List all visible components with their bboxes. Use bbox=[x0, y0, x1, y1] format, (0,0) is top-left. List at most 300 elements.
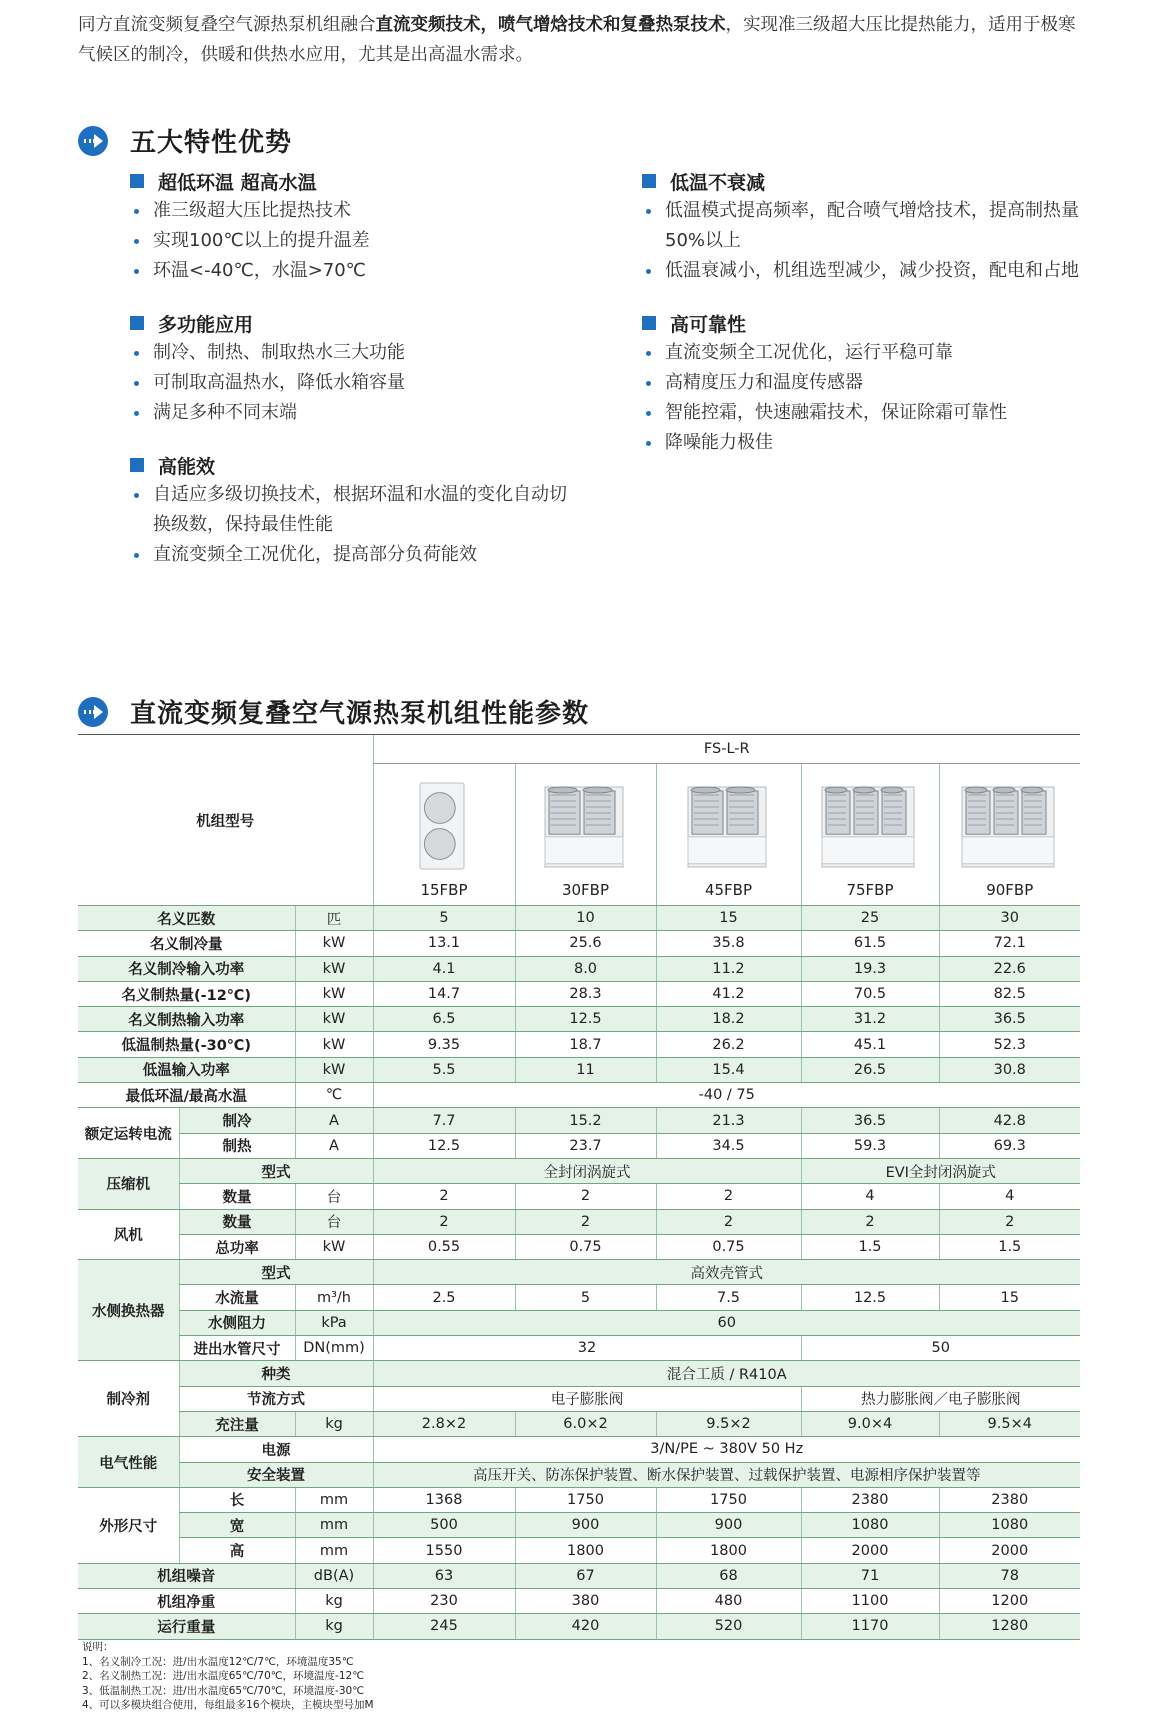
feature-item-text: 满足多种不同末端 bbox=[153, 402, 297, 423]
param-value: 13.1 bbox=[373, 931, 515, 956]
param-value: 26.5 bbox=[801, 1057, 939, 1082]
param-unit: kg bbox=[295, 1614, 373, 1639]
param-unit: 匹 bbox=[295, 906, 373, 931]
table-row bbox=[78, 1032, 1080, 1057]
sub-label: 数量 bbox=[179, 1209, 295, 1234]
param-value: 12.5 bbox=[373, 1133, 515, 1158]
sub-label: 充注量 bbox=[179, 1411, 295, 1436]
param-unit: kW bbox=[295, 981, 373, 1006]
param-value: 42.8 bbox=[939, 1108, 1080, 1133]
param-unit: kW bbox=[295, 1007, 373, 1032]
feature-item bbox=[590, 196, 1090, 256]
section-header-specs bbox=[78, 693, 589, 730]
param-value: 混合工质 / R410A bbox=[373, 1361, 1080, 1386]
square-bullet-icon bbox=[642, 316, 656, 330]
heat-pump-unit-icon bbox=[819, 781, 921, 871]
param-label: 低温制热量(-30℃) bbox=[78, 1032, 295, 1057]
feature-heading bbox=[590, 308, 1090, 338]
param-unit: DN(mm) bbox=[295, 1336, 373, 1361]
sub-label: 安全装置 bbox=[179, 1462, 373, 1487]
param-value: 热力膨胀阀／电子膨胀阀 bbox=[801, 1386, 1080, 1411]
param-value: 41.2 bbox=[656, 981, 801, 1006]
model-cell bbox=[801, 763, 939, 906]
param-unit: kg bbox=[295, 1589, 373, 1614]
feature-item bbox=[78, 226, 578, 256]
series-cell: FS-L-R bbox=[373, 735, 1080, 764]
feature-group bbox=[78, 166, 578, 286]
param-value: EVI全封闭涡旋式 bbox=[801, 1158, 1080, 1183]
model-label-cell: 机组型号 bbox=[78, 735, 373, 906]
param-value: 900 bbox=[515, 1513, 656, 1538]
param-value: 4 bbox=[801, 1184, 939, 1209]
sub-label: 总功率 bbox=[179, 1234, 295, 1259]
dot-bullet-icon bbox=[134, 239, 139, 244]
param-value: 61.5 bbox=[801, 931, 939, 956]
heat-pump-unit-icon bbox=[959, 781, 1061, 871]
feature-item-text: 直流变频全工况优化，提高部分负荷能效 bbox=[153, 544, 477, 565]
param-value: 35.8 bbox=[656, 931, 801, 956]
param-value: 2000 bbox=[801, 1538, 939, 1563]
sub-label: 节流方式 bbox=[179, 1386, 373, 1411]
param-value: 9.5×4 bbox=[939, 1411, 1080, 1436]
param-value: 2 bbox=[656, 1209, 801, 1234]
param-value: 52.3 bbox=[939, 1032, 1080, 1057]
dot-bullet-icon bbox=[134, 411, 139, 416]
param-value: 25.6 bbox=[515, 931, 656, 956]
table-row bbox=[78, 906, 1080, 931]
feature-item bbox=[590, 338, 1090, 368]
param-value: 31.2 bbox=[801, 1007, 939, 1032]
param-value: 1800 bbox=[515, 1538, 656, 1563]
param-value: 4 bbox=[939, 1184, 1080, 1209]
param-value: 1750 bbox=[515, 1487, 656, 1512]
arrow-circle-icon bbox=[78, 697, 108, 727]
table-row bbox=[78, 1437, 1080, 1462]
unit-image-wrap bbox=[657, 781, 801, 905]
heat-pump-unit-icon bbox=[542, 781, 630, 871]
param-value: 2380 bbox=[939, 1487, 1080, 1512]
group-label: 制冷剂 bbox=[78, 1361, 179, 1437]
feature-item-text: 制冷、制热、制取热水三大功能 bbox=[153, 342, 405, 363]
param-value: 1080 bbox=[939, 1513, 1080, 1538]
param-value: 15 bbox=[939, 1285, 1080, 1310]
param-value: 245 bbox=[373, 1614, 515, 1639]
sub-label: 长 bbox=[179, 1487, 295, 1512]
param-value: 2 bbox=[801, 1209, 939, 1234]
sub-label: 型式 bbox=[179, 1158, 373, 1183]
table-row bbox=[78, 981, 1080, 1006]
intro-paragraph bbox=[78, 10, 1088, 70]
param-value: 2380 bbox=[801, 1487, 939, 1512]
param-label: 名义制冷输入功率 bbox=[78, 956, 295, 981]
feature-item bbox=[590, 256, 1090, 286]
feature-item-text: 高精度压力和温度传感器 bbox=[665, 372, 863, 393]
sub-label: 数量 bbox=[179, 1184, 295, 1209]
param-value: 高压开关、防冻保护装置、断水保护装置、过载保护装置、电源相序保护装置等 bbox=[373, 1462, 1080, 1487]
param-value: 12.5 bbox=[515, 1007, 656, 1032]
features-right-column bbox=[590, 166, 1090, 480]
feature-heading bbox=[78, 450, 578, 480]
param-label: 机组噪音 bbox=[78, 1563, 295, 1588]
param-label: 名义匹数 bbox=[78, 906, 295, 931]
feature-title: 高能效 bbox=[158, 455, 216, 478]
dot-bullet-icon bbox=[646, 269, 651, 274]
feature-title: 多功能应用 bbox=[158, 313, 254, 336]
param-value: 71 bbox=[801, 1563, 939, 1588]
param-value: 5 bbox=[515, 1285, 656, 1310]
param-unit: kW bbox=[295, 1032, 373, 1057]
feature-title: 高可靠性 bbox=[670, 313, 747, 336]
feature-heading bbox=[78, 166, 578, 196]
param-unit: mm bbox=[295, 1513, 373, 1538]
notes-title: 说明： bbox=[82, 1641, 114, 1653]
param-value: 30.8 bbox=[939, 1057, 1080, 1082]
param-unit: 台 bbox=[295, 1184, 373, 1209]
sub-label: 进出水管尺寸 bbox=[179, 1336, 295, 1361]
unit-image-wrap bbox=[516, 781, 656, 905]
param-value: 2 bbox=[656, 1184, 801, 1209]
feature-item bbox=[78, 398, 578, 428]
table-row bbox=[78, 1411, 1080, 1436]
param-value: 230 bbox=[373, 1589, 515, 1614]
param-value: 2 bbox=[515, 1184, 656, 1209]
model-name: 30FBP bbox=[561, 881, 610, 899]
param-value: 18.7 bbox=[515, 1032, 656, 1057]
dot-bullet-icon bbox=[134, 209, 139, 214]
table-row bbox=[78, 1285, 1080, 1310]
param-value: 电子膨胀阀 bbox=[373, 1386, 801, 1411]
note-item: 1、名义制冷工况：进/出水温度12℃/7℃，环境温度35℃ bbox=[82, 1655, 354, 1668]
param-value: 11.2 bbox=[656, 956, 801, 981]
param-value: 480 bbox=[656, 1589, 801, 1614]
table-row bbox=[78, 1310, 1080, 1335]
feature-group bbox=[78, 450, 578, 570]
dot-bullet-icon bbox=[646, 411, 651, 416]
table-row bbox=[78, 1538, 1080, 1563]
table-row bbox=[78, 1487, 1080, 1512]
arrow-circle-icon bbox=[78, 126, 108, 156]
table-row bbox=[78, 1614, 1080, 1639]
param-value: 6.0×2 bbox=[515, 1411, 656, 1436]
group-label: 电气性能 bbox=[78, 1437, 179, 1488]
param-value: 28.3 bbox=[515, 981, 656, 1006]
param-value: 6.5 bbox=[373, 1007, 515, 1032]
feature-item bbox=[590, 368, 1090, 398]
section-header-features bbox=[78, 122, 292, 159]
param-unit: ℃ bbox=[295, 1083, 373, 1108]
dot-bullet-icon bbox=[646, 351, 651, 356]
table-row bbox=[78, 1133, 1080, 1158]
param-value: 1080 bbox=[801, 1513, 939, 1538]
section-title-features: 五大特性优势 bbox=[130, 128, 293, 158]
table-row bbox=[78, 1386, 1080, 1411]
param-unit: 台 bbox=[295, 1209, 373, 1234]
unit-image-wrap bbox=[802, 781, 939, 905]
param-unit: mm bbox=[295, 1487, 373, 1512]
param-value: 21.3 bbox=[656, 1108, 801, 1133]
dot-bullet-icon bbox=[646, 381, 651, 386]
param-value: 30 bbox=[939, 906, 1080, 931]
feature-item bbox=[590, 398, 1090, 428]
feature-item bbox=[590, 428, 1090, 458]
param-value: 45.1 bbox=[801, 1032, 939, 1057]
param-unit: dB(A) bbox=[295, 1563, 373, 1588]
table-row bbox=[78, 1361, 1080, 1386]
param-value: 5.5 bbox=[373, 1057, 515, 1082]
dot-bullet-icon bbox=[134, 381, 139, 386]
param-unit: A bbox=[295, 1133, 373, 1158]
feature-item-text: 准三级超大压比提热技术 bbox=[153, 200, 351, 221]
param-unit: A bbox=[295, 1108, 373, 1133]
param-value: 69.3 bbox=[939, 1133, 1080, 1158]
param-value: 2 bbox=[373, 1184, 515, 1209]
param-unit: kW bbox=[295, 931, 373, 956]
model-cell bbox=[939, 763, 1080, 906]
param-value: 0.75 bbox=[656, 1234, 801, 1259]
param-value: 1550 bbox=[373, 1538, 515, 1563]
intro-text-2: ，实现准三级超大压比提热能力，适用于极寒气候区的制冷，供暖和供热水应用，尤其是出高温水需求。 bbox=[78, 15, 1076, 65]
param-value: 19.3 bbox=[801, 956, 939, 981]
table-row bbox=[78, 1209, 1080, 1234]
param-value: 15.2 bbox=[515, 1108, 656, 1133]
feature-item bbox=[78, 368, 578, 398]
table-row bbox=[78, 1260, 1080, 1285]
feature-item-text: 低温衰减小，机组选型减少，减少投资，配电和占地 bbox=[665, 260, 1079, 281]
feature-item bbox=[78, 480, 578, 540]
feature-item-text: 可制取高温热水，降低水箱容量 bbox=[153, 372, 405, 393]
dot-bullet-icon bbox=[134, 553, 139, 558]
group-label: 压缩机 bbox=[78, 1158, 179, 1209]
sub-label: 宽 bbox=[179, 1513, 295, 1538]
unit-image-wrap bbox=[374, 781, 515, 905]
note-item: 2、名义制热工况：进/出水温度65℃/70℃，环境温度-12℃ bbox=[82, 1670, 365, 1682]
param-value: 高效壳管式 bbox=[373, 1260, 1080, 1285]
feature-item-text: 实现100℃以上的提升温差 bbox=[153, 230, 370, 251]
param-value: 520 bbox=[656, 1614, 801, 1639]
param-value: 380 bbox=[515, 1589, 656, 1614]
param-value: 全封闭涡旋式 bbox=[373, 1158, 801, 1183]
table-row bbox=[78, 1108, 1080, 1133]
square-bullet-icon bbox=[130, 316, 144, 330]
feature-item bbox=[78, 540, 578, 570]
feature-item-text: 降噪能力极佳 bbox=[665, 432, 773, 453]
table-row bbox=[78, 956, 1080, 981]
param-value: 63 bbox=[373, 1563, 515, 1588]
feature-heading bbox=[590, 166, 1090, 196]
table-row bbox=[78, 1462, 1080, 1487]
sub-label: 制热 bbox=[179, 1133, 295, 1158]
table-row bbox=[78, 1057, 1080, 1082]
param-value: 23.7 bbox=[515, 1133, 656, 1158]
param-unit: kg bbox=[295, 1411, 373, 1436]
note-item: 4、可以多模块组合使用，每组最多16个模块，主模块型号加M bbox=[82, 1699, 374, 1711]
sub-label: 型式 bbox=[179, 1260, 373, 1285]
table-row bbox=[78, 1184, 1080, 1209]
square-bullet-icon bbox=[130, 174, 144, 188]
square-bullet-icon bbox=[130, 458, 144, 472]
feature-title: 超低环温 超高水温 bbox=[158, 171, 317, 194]
group-label: 外形尺寸 bbox=[78, 1487, 179, 1563]
param-label: 名义制冷量 bbox=[78, 931, 295, 956]
param-value: 2.8×2 bbox=[373, 1411, 515, 1436]
param-value: 0.55 bbox=[373, 1234, 515, 1259]
param-value: 32 bbox=[373, 1336, 801, 1361]
section-title-specs: 直流变频复叠空气源热泵机组性能参数 bbox=[130, 699, 590, 729]
param-value: 59.3 bbox=[801, 1133, 939, 1158]
feature-item bbox=[78, 196, 578, 226]
param-value: 900 bbox=[656, 1513, 801, 1538]
param-unit: mm bbox=[295, 1538, 373, 1563]
param-value: 5 bbox=[373, 906, 515, 931]
group-label: 风机 bbox=[78, 1209, 179, 1260]
param-label: 名义制热量(-12℃) bbox=[78, 981, 295, 1006]
table-row bbox=[78, 1336, 1080, 1361]
model-name: 45FBP bbox=[704, 881, 753, 899]
param-value: 72.1 bbox=[939, 931, 1080, 956]
param-value: 2 bbox=[939, 1209, 1080, 1234]
notes bbox=[82, 1640, 374, 1713]
param-value: 70.5 bbox=[801, 981, 939, 1006]
table-row bbox=[78, 931, 1080, 956]
param-value: 34.5 bbox=[656, 1133, 801, 1158]
param-value: 0.75 bbox=[515, 1234, 656, 1259]
param-label: 运行重量 bbox=[78, 1614, 295, 1639]
dot-bullet-icon bbox=[646, 209, 651, 214]
table-row bbox=[78, 1513, 1080, 1538]
dot-bullet-icon bbox=[134, 493, 139, 498]
param-value: 2 bbox=[373, 1209, 515, 1234]
param-value: 2 bbox=[515, 1209, 656, 1234]
table-row bbox=[78, 1158, 1080, 1183]
feature-group bbox=[590, 166, 1090, 286]
feature-item-text: 直流变频全工况优化，运行平稳可靠 bbox=[665, 342, 953, 363]
param-value: 4.1 bbox=[373, 956, 515, 981]
param-unit: kW bbox=[295, 956, 373, 981]
table-row bbox=[78, 1589, 1080, 1614]
feature-title: 低温不衰减 bbox=[670, 171, 766, 194]
param-value: 1800 bbox=[656, 1538, 801, 1563]
param-value: 1100 bbox=[801, 1589, 939, 1614]
sub-label: 水流量 bbox=[179, 1285, 295, 1310]
param-value: 36.5 bbox=[801, 1108, 939, 1133]
model-cell bbox=[515, 763, 656, 906]
feature-group bbox=[78, 308, 578, 428]
param-value: 10 bbox=[515, 906, 656, 931]
param-value: 12.5 bbox=[801, 1285, 939, 1310]
param-value: 67 bbox=[515, 1563, 656, 1588]
param-value: 15.4 bbox=[656, 1057, 801, 1082]
intro-text-1: 同方直流变频复叠空气源热泵机组融合 bbox=[78, 15, 376, 35]
param-value: 78 bbox=[939, 1563, 1080, 1588]
param-value: 82.5 bbox=[939, 981, 1080, 1006]
sub-label: 制冷 bbox=[179, 1108, 295, 1133]
model-name: 90FBP bbox=[986, 881, 1034, 899]
param-value: 500 bbox=[373, 1513, 515, 1538]
unit-image-wrap bbox=[940, 781, 1081, 905]
table-row bbox=[78, 1234, 1080, 1259]
param-value: 9.5×2 bbox=[656, 1411, 801, 1436]
param-value: 2000 bbox=[939, 1538, 1080, 1563]
param-value: 1368 bbox=[373, 1487, 515, 1512]
param-value: 1280 bbox=[939, 1614, 1080, 1639]
param-value: 9.0×4 bbox=[801, 1411, 939, 1436]
group-label: 水侧换热器 bbox=[78, 1260, 179, 1361]
param-value: 36.5 bbox=[939, 1007, 1080, 1032]
param-value: 18.2 bbox=[656, 1007, 801, 1032]
model-cell bbox=[373, 763, 515, 906]
param-value: 420 bbox=[515, 1614, 656, 1639]
intro-bold-tech: 直流变频技术，喷气增焓技术和复叠热泵技术 bbox=[375, 15, 726, 35]
param-unit: kW bbox=[295, 1234, 373, 1259]
feature-item-text: 低温模式提高频率，配合喷气增焓技术，提高制热量50%以上 bbox=[665, 200, 1079, 251]
param-label: 名义制热输入功率 bbox=[78, 1007, 295, 1032]
sub-label: 高 bbox=[179, 1538, 295, 1563]
param-value: 14.7 bbox=[373, 981, 515, 1006]
param-value: 2.5 bbox=[373, 1285, 515, 1310]
feature-heading bbox=[78, 308, 578, 338]
param-unit: kPa bbox=[295, 1310, 373, 1335]
table-row bbox=[78, 1563, 1080, 1588]
square-bullet-icon bbox=[642, 174, 656, 188]
heat-pump-unit-icon bbox=[685, 781, 773, 871]
param-value: 26.2 bbox=[656, 1032, 801, 1057]
feature-item bbox=[78, 256, 578, 286]
note-item: 3、低温制热工况：进/出水温度65℃/70℃，环境温度-30℃ bbox=[82, 1684, 365, 1697]
feature-item-text: 智能控霜，快速融霜技术，保证除霜可靠性 bbox=[665, 402, 1007, 423]
param-value: 1.5 bbox=[801, 1234, 939, 1259]
param-value: 1170 bbox=[801, 1614, 939, 1639]
model-name: 15FBP bbox=[420, 881, 468, 899]
feature-item-text: 自适应多级切换技术，根据环温和水温的变化自动切换级数，保持最佳性能 bbox=[153, 484, 567, 535]
param-value: 60 bbox=[373, 1310, 1080, 1335]
table-row bbox=[78, 1083, 1080, 1108]
table-row bbox=[78, 735, 1080, 764]
param-value: 1200 bbox=[939, 1589, 1080, 1614]
param-value: 22.6 bbox=[939, 956, 1080, 981]
feature-item bbox=[78, 338, 578, 368]
param-value: 8.0 bbox=[515, 956, 656, 981]
param-value: 25 bbox=[801, 906, 939, 931]
feature-item-text: 环温<-40℃，水温>70℃ bbox=[153, 260, 366, 281]
param-unit: m³/h bbox=[295, 1285, 373, 1310]
param-value: 7.5 bbox=[656, 1285, 801, 1310]
dot-bullet-icon bbox=[134, 269, 139, 274]
param-label: 最低环温/最高水温 bbox=[78, 1083, 295, 1108]
param-value: 68 bbox=[656, 1563, 801, 1588]
param-value: 3/N/PE ~ 380V 50 Hz bbox=[373, 1437, 1080, 1462]
param-value: 1.5 bbox=[939, 1234, 1080, 1259]
param-value: 7.7 bbox=[373, 1108, 515, 1133]
param-unit: kW bbox=[295, 1057, 373, 1082]
param-label: 机组净重 bbox=[78, 1589, 295, 1614]
param-value: -40 / 75 bbox=[373, 1083, 1080, 1108]
param-value: 9.35 bbox=[373, 1032, 515, 1057]
table-row bbox=[78, 1007, 1080, 1032]
spec-table bbox=[78, 734, 1080, 1640]
model-name: 75FBP bbox=[846, 881, 894, 899]
feature-group bbox=[590, 308, 1090, 458]
param-value: 15 bbox=[656, 906, 801, 931]
param-value: 50 bbox=[801, 1336, 1080, 1361]
group-label: 额定运转电流 bbox=[78, 1108, 179, 1159]
param-value: 11 bbox=[515, 1057, 656, 1082]
sub-label: 电源 bbox=[179, 1437, 373, 1462]
param-label: 低温输入功率 bbox=[78, 1057, 295, 1082]
dot-bullet-icon bbox=[134, 351, 139, 356]
sub-label: 种类 bbox=[179, 1361, 373, 1386]
heat-pump-unit-icon bbox=[417, 781, 471, 871]
features-left-column bbox=[78, 166, 578, 592]
